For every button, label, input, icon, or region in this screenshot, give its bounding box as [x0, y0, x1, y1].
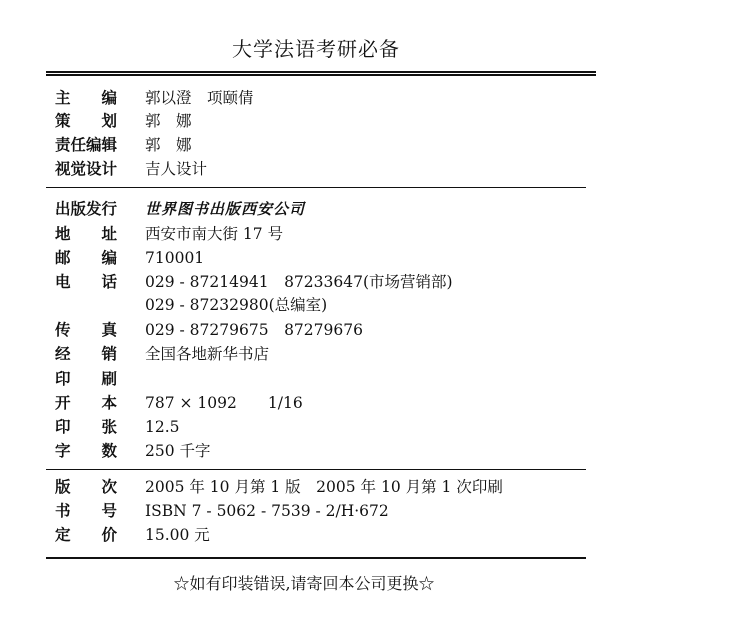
publisher-logotype: 世界图书出版西安公司	[145, 200, 306, 218]
section-divider	[46, 187, 586, 188]
section-divider	[46, 557, 586, 559]
pub-label: 开 本	[55, 394, 118, 412]
pub-value: 全国各地新华书店	[145, 345, 270, 363]
credit-label: 策 划	[55, 112, 118, 130]
pub-value: 710001	[145, 249, 205, 267]
pub-value: 029 - 87232980(总编室)	[145, 296, 328, 314]
pub-label: 印 张	[55, 418, 118, 436]
edition-label: 定 价	[55, 526, 118, 544]
edition-value: 2005 年 10 月第 1 版 2005 年 10 月第 1 次印刷	[145, 478, 503, 496]
pub-value: 250 千字	[145, 442, 211, 460]
credit-value: 郭 娜	[145, 136, 192, 154]
edition-label: 书 号	[55, 502, 118, 520]
credit-value: 郭以澄 项颐倩	[145, 89, 254, 107]
misprint-notice: ☆如有印装错误,请寄回本公司更换☆	[173, 574, 435, 593]
credit-value: 吉人设计	[145, 160, 208, 178]
pub-label: 传 真	[55, 321, 118, 339]
credit-value: 郭 娜	[145, 112, 192, 130]
edition-value: ISBN 7 - 5062 - 7539 - 2/H·672	[145, 502, 389, 520]
pub-label: 字 数	[55, 442, 118, 460]
pub-label: 经 销	[55, 345, 118, 363]
credit-label: 责任编辑	[55, 136, 118, 154]
book-title: 大学法语考研必备	[232, 37, 400, 61]
pub-label: 印 刷	[55, 370, 118, 388]
pub-value: 787 × 1092 1/16	[145, 394, 303, 412]
edition-value: 15.00 元	[145, 526, 210, 544]
edition-label: 版 次	[55, 478, 118, 496]
pub-value: 西安市南大街 17 号	[145, 225, 284, 243]
credit-label: 主 编	[55, 89, 118, 107]
pub-label: 电 话	[55, 273, 118, 291]
pub-label: 地 址	[55, 225, 118, 243]
credit-label: 视觉设计	[55, 160, 118, 178]
section-divider	[46, 469, 586, 470]
pub-label: 出版发行	[55, 200, 118, 218]
title-double-rule	[46, 71, 596, 76]
pub-value: 029 - 87214941 87233647(市场营销部)	[145, 273, 453, 291]
pub-value: 029 - 87279675 87279676	[145, 321, 363, 339]
pub-label: 邮 编	[55, 249, 118, 267]
pub-value: 12.5	[145, 418, 180, 436]
